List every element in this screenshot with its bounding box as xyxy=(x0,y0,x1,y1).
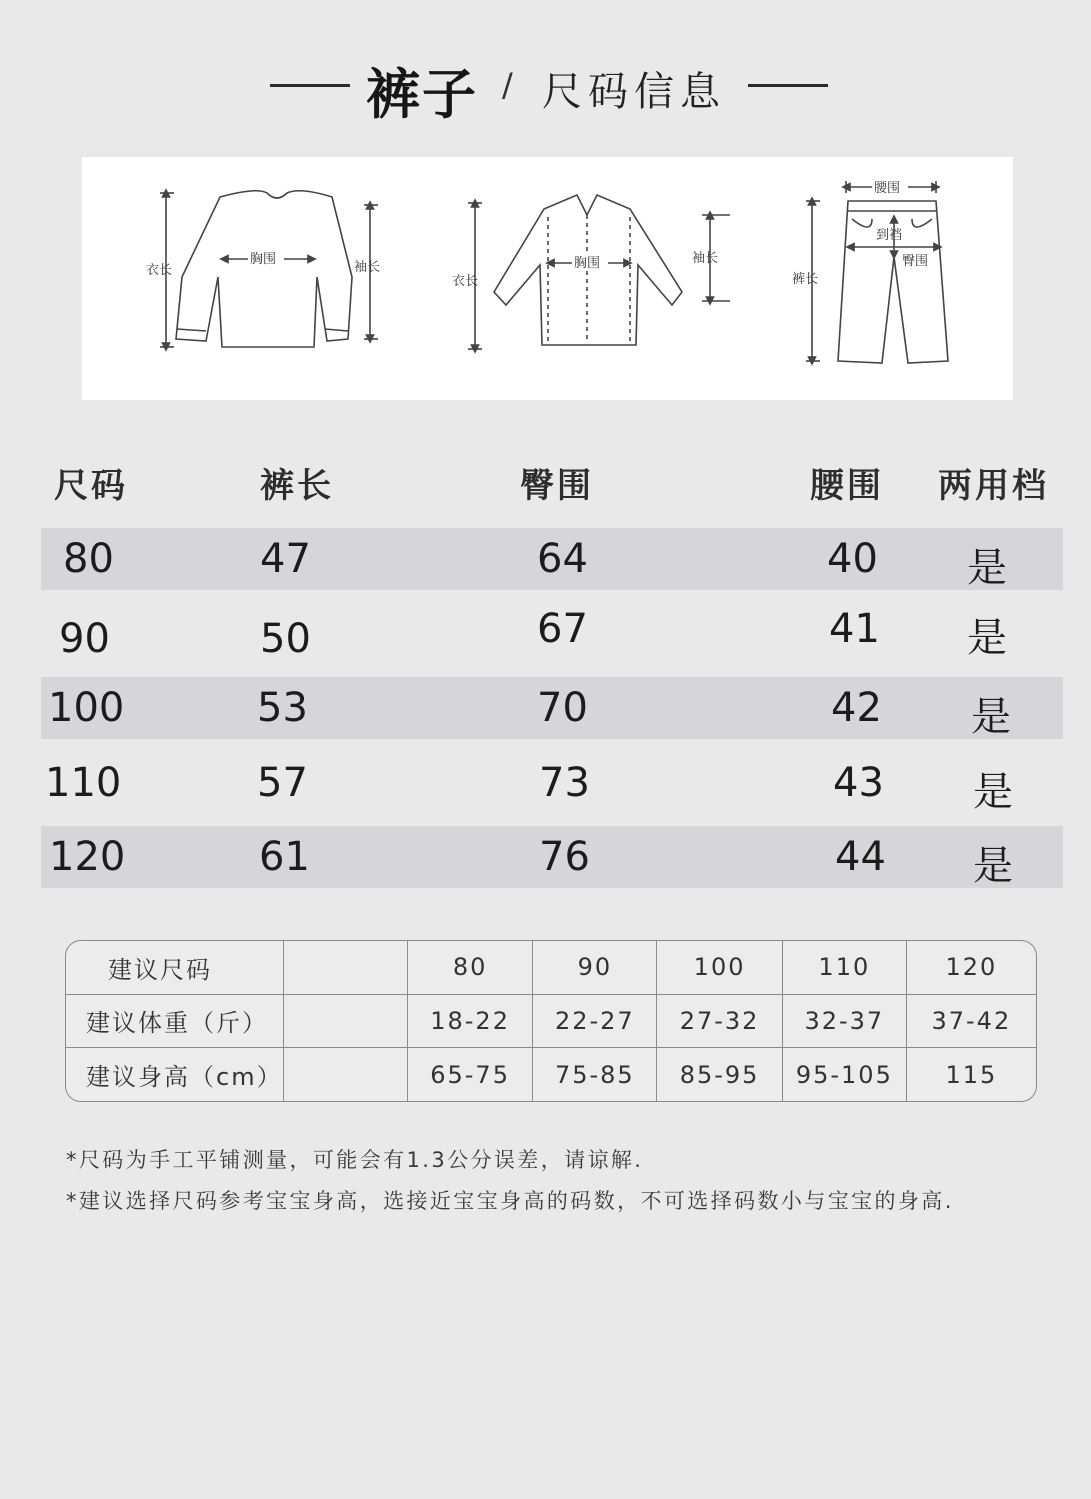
length-cell: 53 xyxy=(257,685,308,731)
waist-cell: 41 xyxy=(829,606,880,652)
row-label-height: 建议身高（cm） xyxy=(66,1048,284,1101)
table-cell: 32-37 xyxy=(782,994,906,1048)
pants-hip-label: 臀围 xyxy=(902,254,929,269)
table-cell: 18-22 xyxy=(407,994,533,1048)
table-row xyxy=(41,752,1063,814)
title-rule-right xyxy=(748,84,828,87)
table-cell: 110 xyxy=(782,941,906,994)
pants-rise-label: 到裆 xyxy=(876,228,903,243)
title-main: 裤子 xyxy=(366,63,478,126)
table-cell: 115 xyxy=(906,1048,1036,1101)
table-cell: 75-85 xyxy=(533,1048,657,1101)
dual-crotch-cell: 是 xyxy=(971,694,1011,740)
table-cell: 85-95 xyxy=(657,1048,783,1101)
table-row xyxy=(41,528,1063,590)
hip-cell: 76 xyxy=(539,834,590,880)
table-row xyxy=(66,941,1036,994)
suggestion-table xyxy=(65,940,1037,1102)
title-sub: 尺码信息 xyxy=(542,69,726,115)
table-cell: 65-75 xyxy=(407,1048,533,1101)
table-row xyxy=(41,677,1063,739)
length-cell: 47 xyxy=(260,536,311,582)
table-cell: 22-27 xyxy=(533,994,657,1048)
table-cell: 100 xyxy=(657,941,783,994)
table-cell xyxy=(284,941,408,994)
header-hip: 臀围 xyxy=(520,466,594,506)
size-cell: 120 xyxy=(49,834,126,880)
note-size-advice: *建议选择尺码参考宝宝身高，选接近宝宝身高的码数，不可选择码数小与宝宝的身高. xyxy=(66,1189,954,1213)
hip-cell: 73 xyxy=(539,760,590,806)
title-slash: / xyxy=(502,66,513,104)
hip-cell: 64 xyxy=(537,536,588,582)
sweater-chest-label: 胸围 xyxy=(250,252,277,267)
dual-crotch-cell: 是 xyxy=(973,769,1013,815)
measurement-diagram xyxy=(82,157,1013,400)
table-cell: 80 xyxy=(407,941,533,994)
pants-waist-label: 腰围 xyxy=(874,181,901,196)
table-cell: 120 xyxy=(906,941,1036,994)
size-cell: 90 xyxy=(59,616,110,662)
table-cell: 90 xyxy=(533,941,657,994)
length-cell: 61 xyxy=(259,834,310,880)
header-size: 尺码 xyxy=(54,466,128,506)
waist-cell: 44 xyxy=(835,834,886,880)
size-cell: 110 xyxy=(45,760,122,806)
table-cell: 37-42 xyxy=(906,994,1036,1048)
size-table-header xyxy=(0,458,1091,504)
table-row xyxy=(66,1048,1036,1101)
table-row xyxy=(41,608,1063,670)
notes xyxy=(66,1140,1066,1222)
header-waist: 腰围 xyxy=(810,466,884,506)
table-row xyxy=(41,826,1063,888)
header-dual-crotch: 两用档 xyxy=(938,466,1049,506)
sweater-icon xyxy=(160,191,381,347)
shirt-sleeve-label: 袖长 xyxy=(692,251,719,266)
dual-crotch-cell: 是 xyxy=(967,615,1007,661)
sweater-length-label: 衣长 xyxy=(146,263,173,278)
table-cell: 95-105 xyxy=(782,1048,906,1101)
shirt-icon xyxy=(468,195,730,349)
waist-cell: 43 xyxy=(833,760,884,806)
page-title xyxy=(0,48,1091,126)
dual-crotch-cell: 是 xyxy=(973,843,1013,889)
waist-cell: 42 xyxy=(831,685,882,731)
sweater-sleeve-label: 袖长 xyxy=(354,260,381,275)
pants-length-label: 裤长 xyxy=(792,272,819,287)
row-label-weight: 建议体重（斤） xyxy=(66,994,284,1048)
length-cell: 57 xyxy=(257,760,308,806)
length-cell: 50 xyxy=(260,616,311,662)
size-cell: 100 xyxy=(48,685,125,731)
shirt-length-label: 衣长 xyxy=(452,274,479,289)
hip-cell: 67 xyxy=(537,606,588,652)
size-cell: 80 xyxy=(63,536,114,582)
shirt-chest-label: 胸围 xyxy=(574,256,601,271)
table-cell xyxy=(284,994,408,1048)
header-length: 裤长 xyxy=(260,466,334,506)
waist-cell: 40 xyxy=(827,536,878,582)
pants-icon xyxy=(806,181,948,363)
row-label-size: 建议尺码 xyxy=(66,941,284,994)
table-cell xyxy=(284,1048,408,1101)
title-rule-left xyxy=(270,84,350,87)
dual-crotch-cell: 是 xyxy=(967,545,1007,591)
table-row xyxy=(66,994,1036,1048)
table-cell: 27-32 xyxy=(657,994,783,1048)
hip-cell: 70 xyxy=(537,685,588,731)
note-measurement: *尺码为手工平铺测量，可能会有1.3公分误差，请谅解. xyxy=(66,1148,644,1172)
